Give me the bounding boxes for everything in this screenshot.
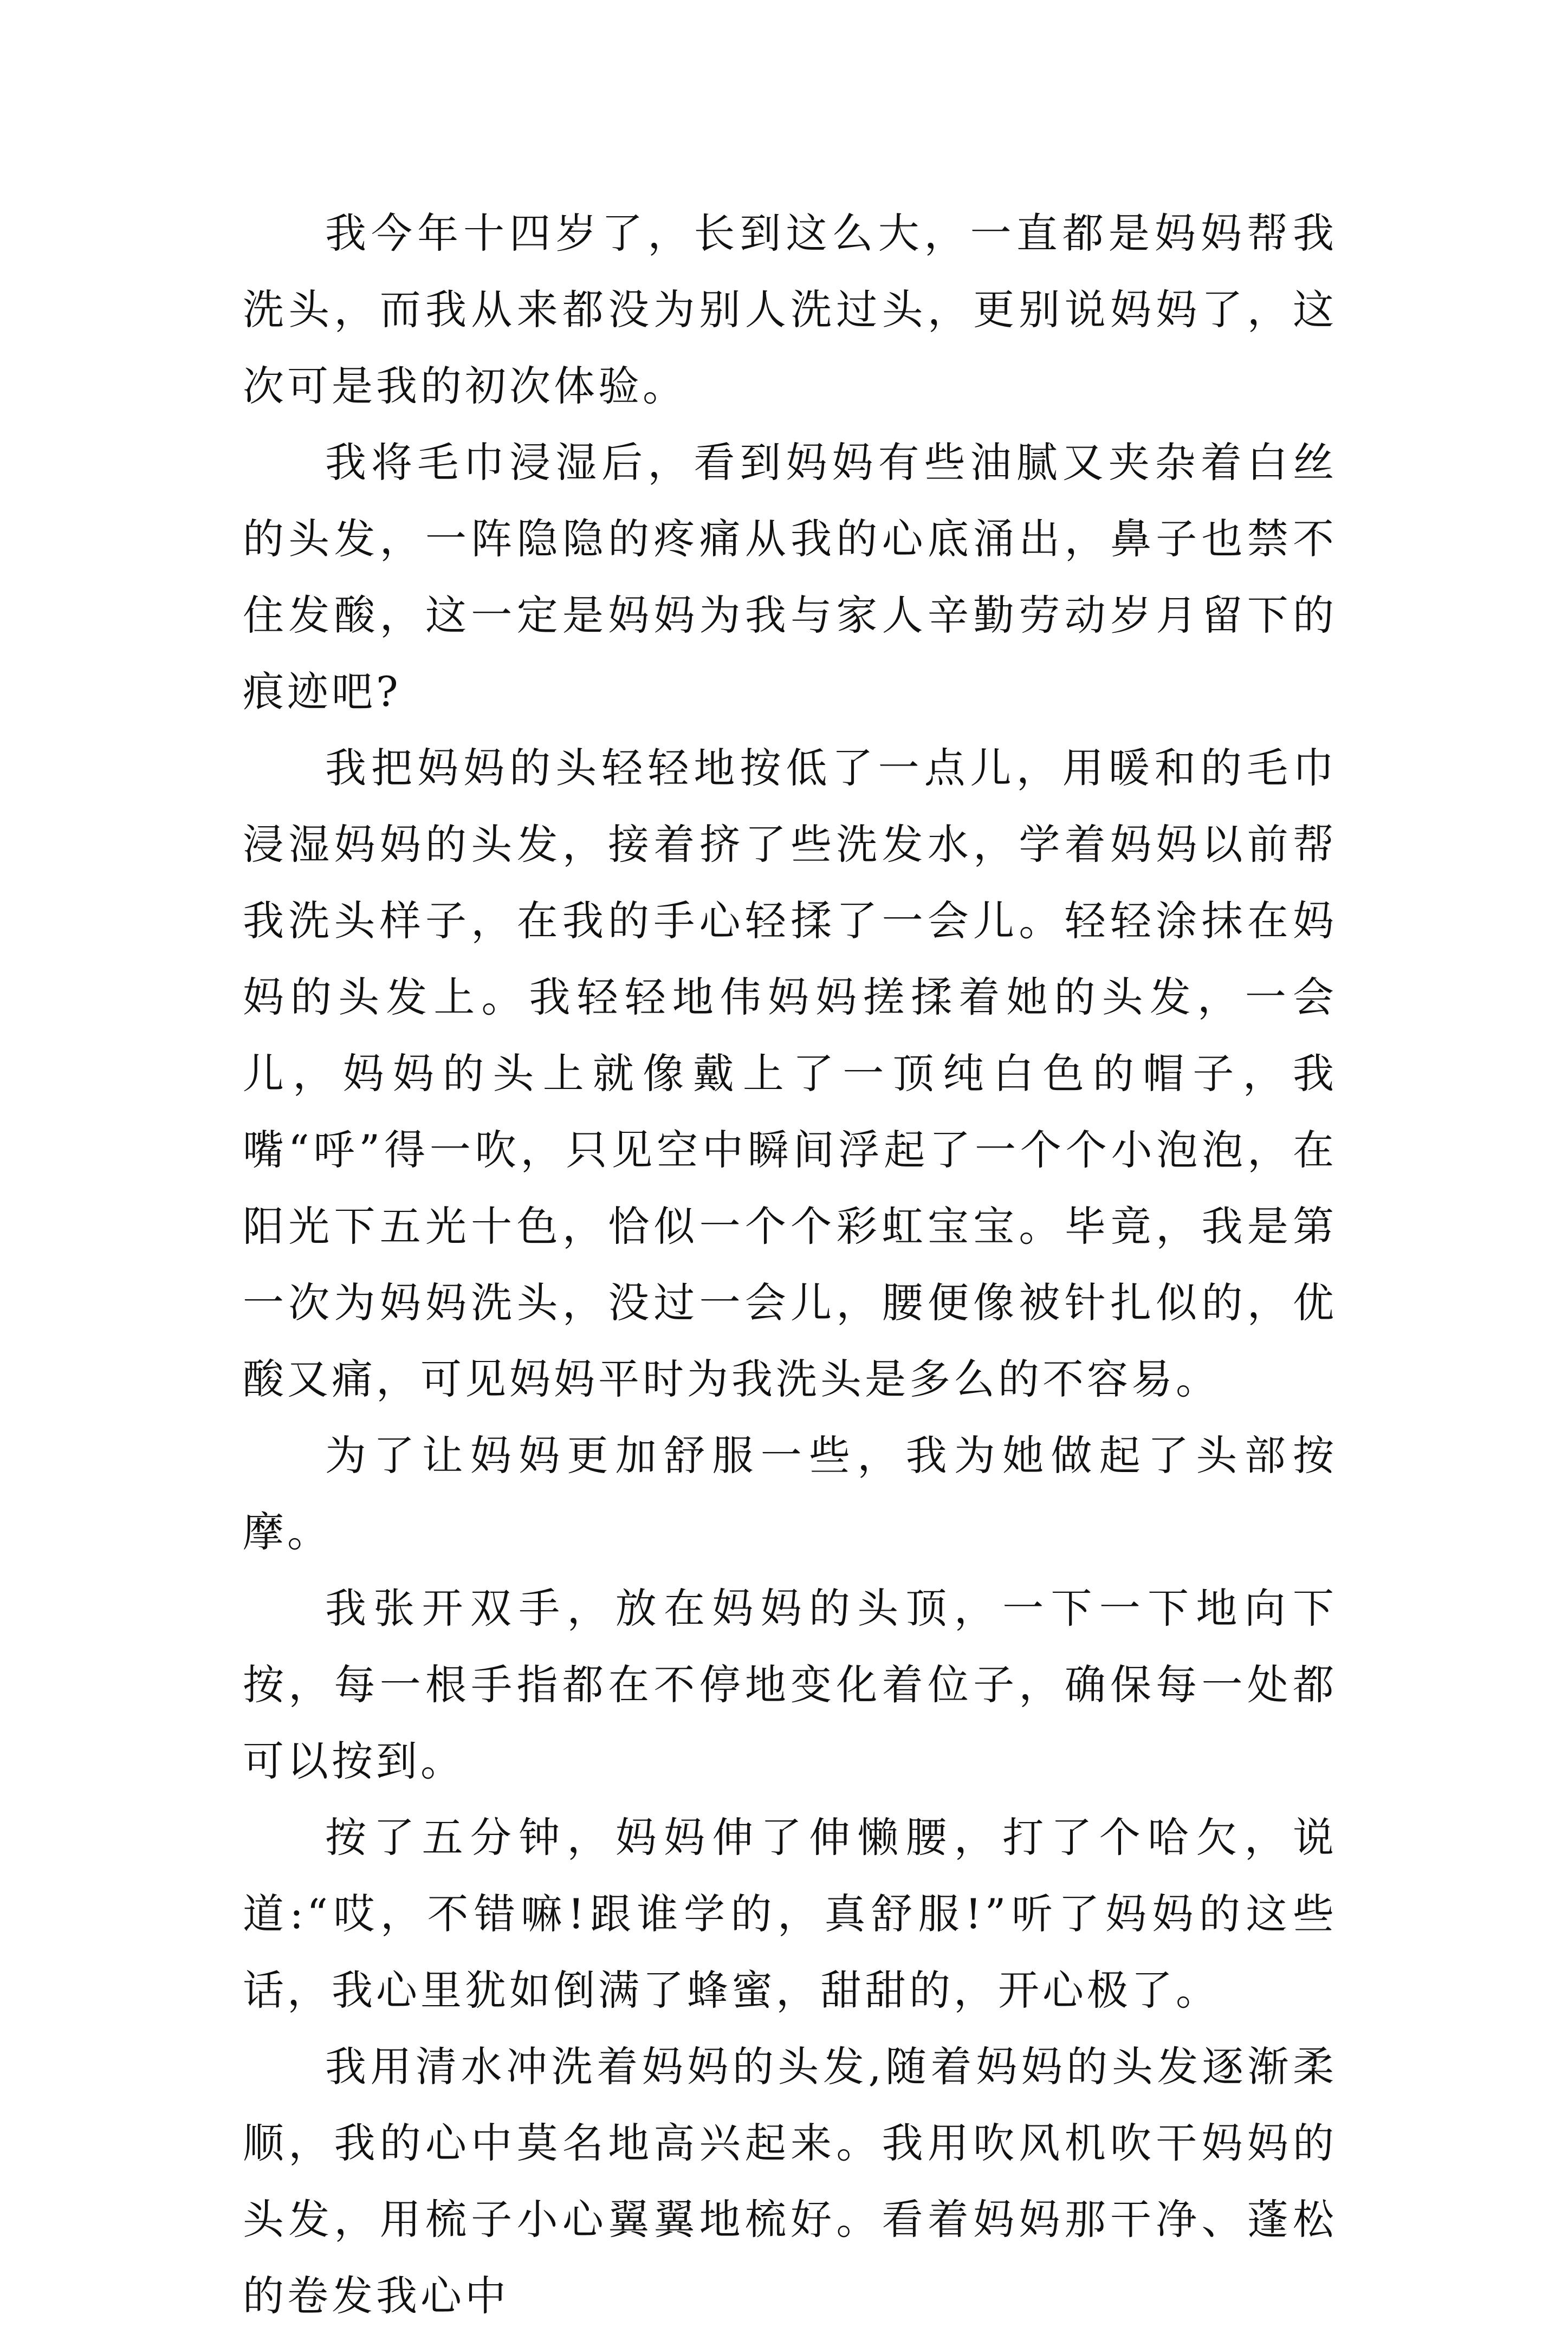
paragraph-4: 为了让妈妈更加舒服一些，我为她做起了头部按摩。 bbox=[243, 1431, 1337, 1556]
paragraph-2: 我将毛巾浸湿后，看到妈妈有些油腻又夹杂着白丝的头发，一阵隐隐的疼痛从我的心底涌出，鼻子也禁不住发酸，这一定是妈妈为我与家人辛勤劳动岁月留下的痕迹吧? bbox=[243, 438, 1337, 716]
paragraph-7: 我用清水冲洗着妈妈的头发,随着妈妈的头发逐渐柔顺，我的心中莫名地高兴起来。我用吹风机吹干妈妈的头发，用梳子小心翼翼地梳好。看着妈妈那干净、蓬松的卷发我心中 bbox=[243, 2043, 1337, 2320]
paragraph-5: 我张开双手，放在妈妈的头顶，一下一下地向下按，每一根手指都在不停地变化着位子，确保每一处都可以按到。 bbox=[243, 1584, 1337, 1785]
paragraph-1: 我今年十四岁了，长到这么大，一直都是妈妈帮我洗头，而我从来都没为别人洗过头，更别说妈妈了，这次可是我的初次体验。 bbox=[243, 209, 1337, 410]
paragraph-6: 按了五分钟，妈妈伸了伸懒腰，打了个哈欠，说道:“哎，不错嘛!跟谁学的，真舒服!”听了妈妈的这些话，我心里犹如倒满了蜂蜜，甜甜的，开心极了。 bbox=[243, 1813, 1337, 2014]
paragraph-3: 我把妈妈的头轻轻地按低了一点儿，用暖和的毛巾浸湿妈妈的头发，接着挤了些洗发水，学着妈妈以前帮我洗头样子，在我的手心轻揉了一会儿。轻轻涂抹在妈妈的头发上。我轻轻地伟妈妈搓揉着她的头发，一会儿，妈妈的头上就像戴上了一顶纯白色的帽子，我嘴“呼”得一吹，只见空中瞬间浮起了一个个小泡泡，在阳光下五光十色，恰似一个个彩虹宝宝。毕竟，我是第一次为妈妈洗头，没过一会儿，腰便像被针扎似的，优酸又痛，可见妈妈平时为我洗头是多么的不容易。 bbox=[243, 744, 1337, 1403]
document-body bbox=[243, 195, 1337, 2334]
